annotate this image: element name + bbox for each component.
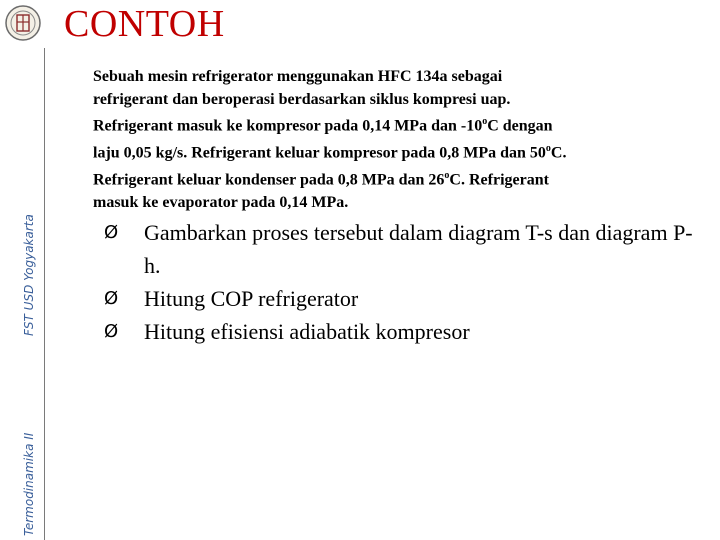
paragraph-line: Refrigerant keluar kondenser pada 0,8 MPa dan 26$^o$C. Refrigerant <box>93 170 549 189</box>
page-title: CONTOH <box>64 3 225 45</box>
paragraph-line: Refrigerant masuk ke kompresor pada 0,14 MPa dan -10$^o$C dengan <box>93 116 553 135</box>
university-logo <box>4 2 42 44</box>
sidebar-institution-label: FST USD Yogyakarta <box>22 214 36 336</box>
divider <box>44 48 45 540</box>
arrow-bullet-icon: Ø <box>104 222 119 243</box>
problem-statement <box>93 66 703 215</box>
list-item-text: Gambarkan proses tersebut dalam diagram T-s dan diagram P-h. <box>144 220 693 278</box>
degree-sup: o <box>545 143 551 155</box>
degree-sup: o <box>444 170 450 182</box>
task-list <box>104 216 704 348</box>
paragraph-line: laju 0,05 kg/s. Refrigerant keluar kompresor pada 0,8 MPa dan 50$^o$C. <box>93 143 567 162</box>
sidebar-course-label: Termodinamika II <box>22 432 36 536</box>
paragraph-line: Sebuah mesin refrigerator menggunakan HFC 134a sebagai <box>93 68 503 85</box>
arrow-bullet-icon: Ø <box>104 288 119 309</box>
degree-sup: o <box>482 116 488 128</box>
list-item-text: Hitung efisiensi adiabatik kompresor <box>144 319 470 344</box>
paragraph-line: refrigerant dan beroperasi berdasarkan siklus kompresi uap. <box>93 90 511 108</box>
list-item <box>104 216 704 282</box>
list-item <box>104 282 704 315</box>
list-item-text: Hitung COP refrigerator <box>144 286 359 311</box>
paragraph-line: masuk ke evaporator pada 0,14 MPa. <box>93 193 349 211</box>
arrow-bullet-icon: Ø <box>104 321 119 342</box>
list-item <box>104 315 704 348</box>
